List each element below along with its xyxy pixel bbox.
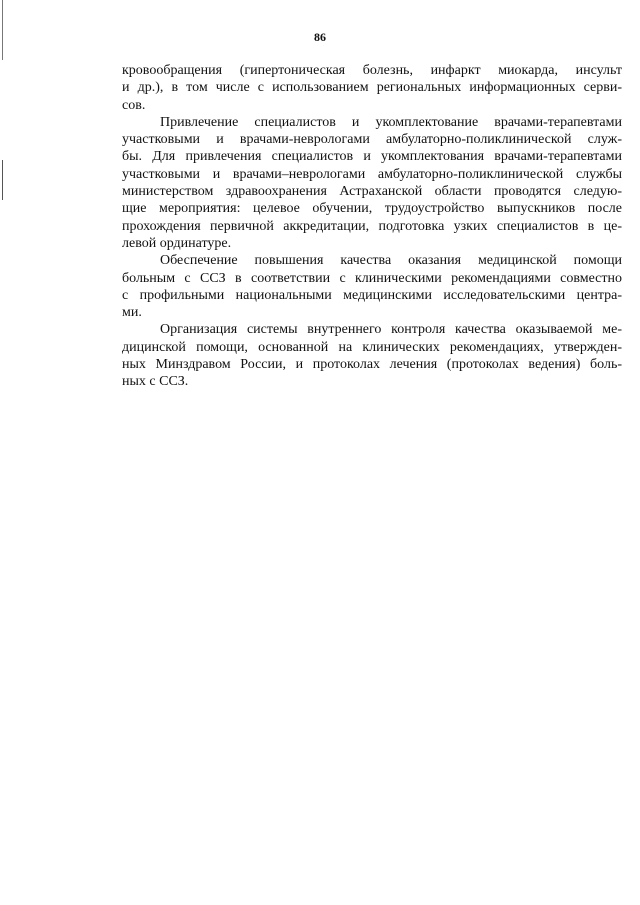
- paragraph-line: дицинской помощи, основанной на клинических рекомендациях, утвержден-: [122, 339, 622, 355]
- paragraph-line: прохождения первичной аккредитации, подготовка узких специалистов в це-: [122, 218, 622, 234]
- page-number: 86: [314, 30, 326, 44]
- paragraph-line: Организация системы внутреннего контроля качества оказываемой ме-: [160, 322, 622, 338]
- paragraph-4: [122, 321, 622, 390]
- paragraph-line: кровообращения (гипертоническая болезнь, инфаркт миокарда, инсульт: [122, 63, 622, 78]
- paragraph-line: сов.: [122, 97, 146, 113]
- paragraph-3: [122, 252, 622, 321]
- paragraph-line: с профильными национальными медицинскими исследовательскими центра-: [122, 287, 622, 303]
- paragraph-line: ми.: [122, 305, 142, 321]
- document-body: [122, 62, 622, 391]
- paragraph-line: Привлечение специалистов и укомплектование врачами-терапевтами: [160, 114, 622, 130]
- paragraph-line: ных с ССЗ.: [122, 374, 189, 390]
- paragraph-line: Обеспечение повышения качества оказания медицинской помощи: [160, 253, 622, 269]
- paragraph-line: и др.), в том числе с использованием региональных информационных серви-: [122, 80, 622, 96]
- paragraph-2: [122, 114, 622, 252]
- scan-margin-mark: [2, 160, 3, 200]
- paragraph-line: больным с ССЗ в соответствии с клиническими рекомендациями совместно: [122, 270, 622, 286]
- paragraph-line: левой ординатуре.: [122, 235, 232, 251]
- paragraph-line: ных Минздравом России, и протоколах лечения (протоколах ведения) боль-: [122, 357, 622, 373]
- paragraph-line: участковыми и врачами–неврологами амбулаторно-поликлинической службы: [122, 166, 622, 182]
- paragraph-line: участковыми и врачами-неврологами амбулаторно-поликлинической служ-: [122, 132, 622, 148]
- paragraph-line: щие мероприятия: целевое обучении, трудоустройство выпускников после: [122, 201, 622, 217]
- paragraph-line: министерством здравоохранения Астраханской области проводятся следую-: [122, 184, 622, 200]
- paragraph-1: [122, 62, 622, 114]
- paragraph-line: бы. Для привлечения специалистов и укомплектования врачами-терапевтами: [122, 149, 622, 165]
